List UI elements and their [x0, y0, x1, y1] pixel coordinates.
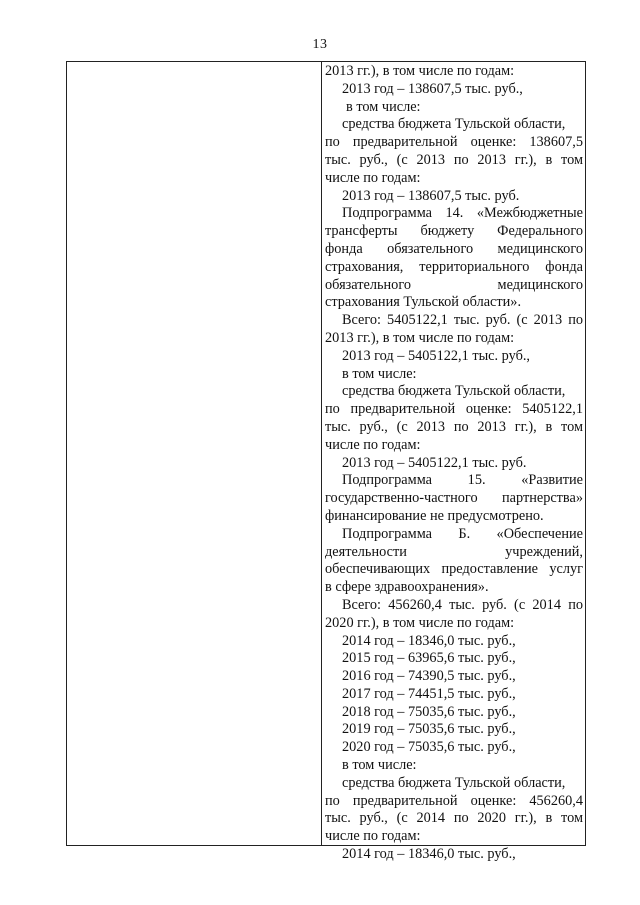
- text-line: в том числе:: [342, 757, 417, 774]
- text-line: по предварительной оценке: 456260,4: [325, 792, 583, 809]
- text-line: Всего: 5405122,1 тыс. руб. (с 2013 по: [342, 312, 583, 329]
- text-line: страхования Тульской области».: [325, 294, 522, 311]
- text-line: 2013 год – 5405122,1 тыс. руб.,: [342, 347, 531, 364]
- text-line: тыс. руб., (с 2013 по 2013 гг.), в том: [325, 418, 583, 435]
- text-line: 2015 год – 63965,6 тыс. руб.,: [342, 650, 516, 667]
- text-line: 2019 год – 75035,6 тыс. руб.,: [342, 721, 516, 738]
- document-table: [66, 61, 586, 863]
- text-line: фонда обязательного медицинского: [325, 240, 583, 257]
- text-line: 2016 год – 74390,5 тыс. руб.,: [342, 668, 516, 685]
- text-line: 2014 год – 18346,0 тыс. руб.,: [342, 846, 516, 863]
- text-line: в сфере здравоохранения».: [325, 579, 489, 596]
- text-line: 2018 год – 75035,6 тыс. руб.,: [342, 703, 516, 720]
- text-line: государственно-частного партнерства»: [325, 490, 583, 507]
- text-line: 2020 год – 75035,6 тыс. руб.,: [342, 739, 516, 756]
- text-line: по предварительной оценке: 138607,5: [325, 134, 583, 151]
- text-line: обеспечивающих предоставление услуг: [325, 561, 583, 578]
- text-line: Подпрограмма 15. «Развитие: [342, 472, 583, 489]
- text-line: обязательного медицинского: [325, 276, 583, 293]
- text-line: числе по годам:: [325, 436, 421, 453]
- text-line: тыс. руб., (с 2014 по 2020 гг.), в том: [325, 810, 583, 827]
- text-line: 2013 год – 5405122,1 тыс. руб.: [342, 454, 527, 471]
- table-right-cell: [325, 63, 583, 864]
- page-number: 13: [312, 37, 328, 52]
- text-line: 2020 гг.), в том числе по годам:: [325, 614, 515, 631]
- text-line: 2013 гг.), в том числе по годам:: [325, 63, 515, 79]
- text-line: по предварительной оценке: 5405122,1: [325, 401, 583, 418]
- text-line: числе по годам:: [325, 169, 421, 186]
- text-line: числе по годам:: [325, 828, 421, 845]
- text-line: 2013 гг.), в том числе по годам:: [325, 329, 515, 346]
- text-line: Подпрограмма Б. «Обеспечение: [342, 525, 583, 542]
- text-line: 2014 год – 18346,0 тыс. руб.,: [342, 632, 516, 649]
- text-line: тыс. руб., (с 2013 по 2013 гг.), в том: [325, 151, 583, 168]
- text-line: финансирование не предусмотрено.: [325, 507, 544, 524]
- text-line: 2013 год – 138607,5 тыс. руб.,: [342, 80, 523, 97]
- text-line: трансферты бюджету Федерального: [325, 223, 583, 240]
- table-left-cell: [67, 62, 321, 845]
- text-line: средства бюджета Тульской области,: [342, 116, 566, 133]
- text-line: средства бюджета Тульской области,: [342, 383, 566, 400]
- text-line: страхования, территориального фонда: [325, 258, 583, 275]
- text-line: средства бюджета Тульской области,: [342, 774, 566, 791]
- column-divider: [321, 62, 322, 845]
- text-line: в том числе:: [342, 365, 417, 382]
- text-line: деятельности учреждений,: [325, 543, 583, 560]
- text-line: Подпрограмма 14. «Межбюджетные: [342, 205, 583, 222]
- text-line: 2013 год – 138607,5 тыс. руб.: [342, 187, 520, 204]
- text-line: 2017 год – 74451,5 тыс. руб.,: [342, 685, 516, 702]
- text-line: Всего: 456260,4 тыс. руб. (с 2014 по: [342, 596, 583, 613]
- text-line: в том числе:: [346, 98, 421, 115]
